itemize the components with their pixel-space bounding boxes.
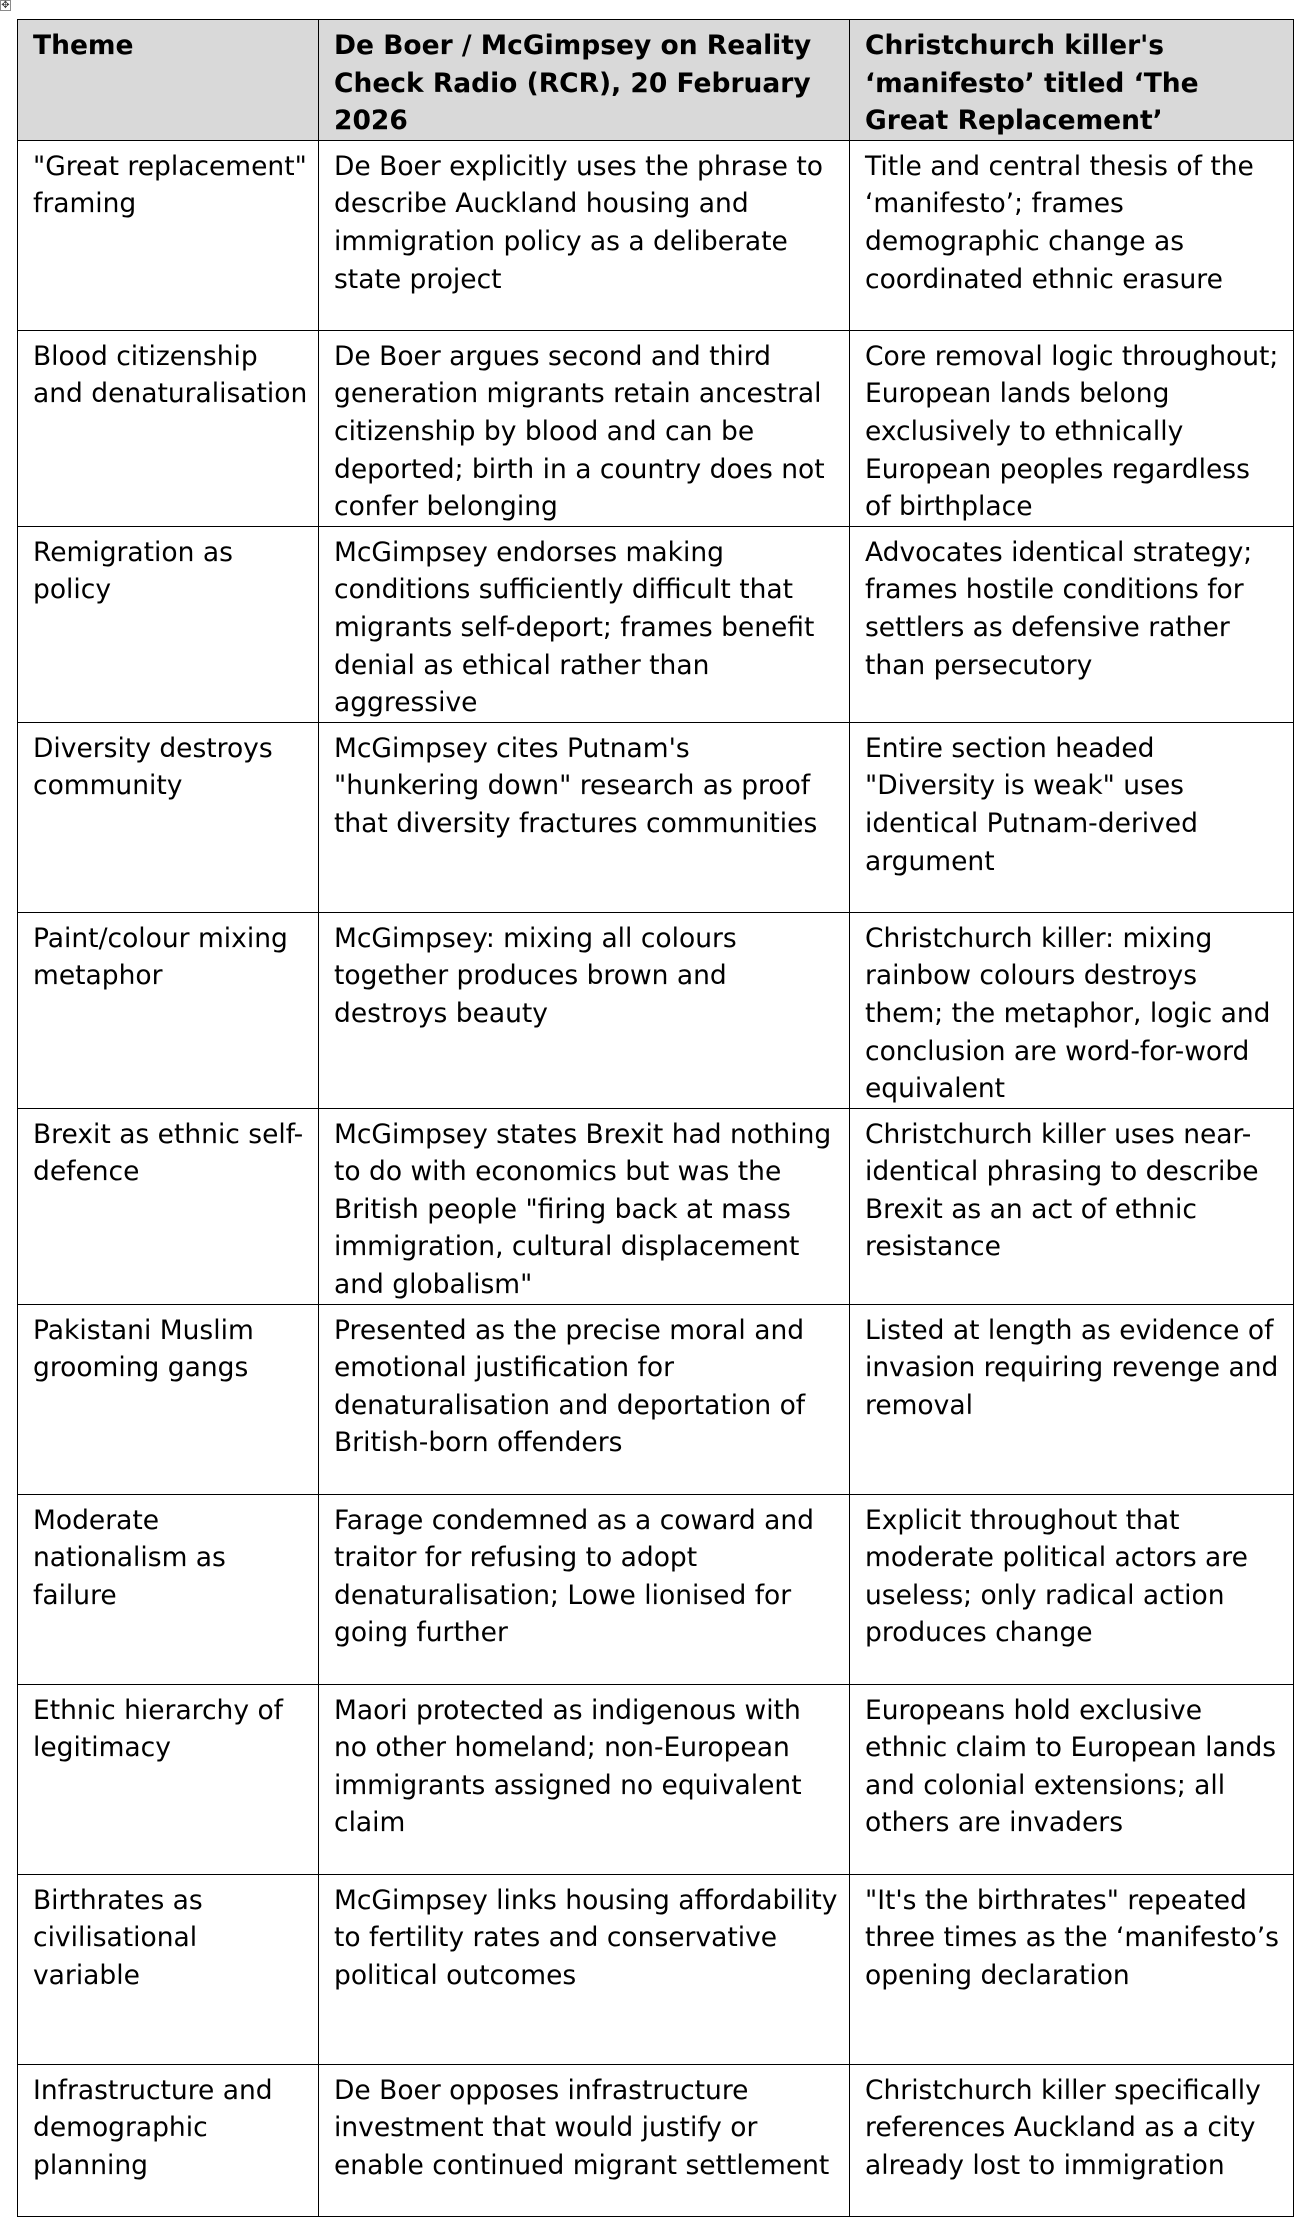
cell-manifesto[interactable]: Christchurch killer: mixing rainbow colours destroys them; the metaphor, logic and conclusion are word-for-word equivalent (850, 912, 1294, 1108)
cell-rcr[interactable]: De Boer argues second and third generation migrants retain ancestral citizenship by blood and can be deported; birth in a country does not confer belonging (319, 330, 850, 526)
cell-manifesto[interactable]: Title and central thesis of the ‘manifesto’; frames demographic change as coordinated ethnic erasure (850, 140, 1294, 330)
header-manifesto[interactable]: Christchurch killer's ‘manifesto’ titled ‘The Great Replacement’ (850, 20, 1294, 141)
cell-rcr[interactable]: Presented as the precise moral and emotional justification for denaturalisation and deportation of British-born offenders (319, 1304, 850, 1494)
cell-theme[interactable]: Blood citizenship and denaturalisation (18, 330, 319, 526)
cell-rcr[interactable]: McGimpsey links housing affordability to fertility rates and conservative political outcomes (319, 1874, 850, 2064)
cell-manifesto[interactable]: Christchurch killer specifically references Auckland as a city already lost to immigration (850, 2064, 1294, 2216)
cell-theme[interactable]: Paint/colour mixing metaphor (18, 912, 319, 1108)
table-row (18, 722, 1294, 912)
cell-rcr[interactable]: McGimpsey: mixing all colours together produces brown and destroys beauty (319, 912, 850, 1108)
cell-theme[interactable]: Moderate nationalism as failure (18, 1494, 319, 1684)
cell-theme[interactable]: Brexit as ethnic self-defence (18, 1108, 319, 1304)
table-row (18, 1874, 1294, 2064)
cell-manifesto[interactable]: "It's the birthrates" repeated three times as the ‘manifesto’s opening declaration (850, 1874, 1294, 2064)
cell-rcr[interactable]: Maori protected as indigenous with no other homeland; non-European immigrants assigned no equivalent claim (319, 1684, 850, 1874)
header-theme[interactable]: Theme (18, 20, 319, 141)
table-row (18, 526, 1294, 722)
cell-theme[interactable]: Remigration as policy (18, 526, 319, 722)
cell-rcr[interactable]: De Boer explicitly uses the phrase to describe Auckland housing and immigration policy as a deliberate state project (319, 140, 850, 330)
table-move-handle-icon[interactable]: ✥ (1, 0, 10, 11)
header-row (18, 20, 1294, 141)
cell-rcr[interactable]: De Boer opposes infrastructure investment that would justify or enable continued migrant settlement (319, 2064, 850, 2216)
cell-manifesto[interactable]: Entire section headed "Diversity is weak" uses identical Putnam-derived argument (850, 722, 1294, 912)
cell-theme[interactable]: Diversity destroys community (18, 722, 319, 912)
table-row (18, 330, 1294, 526)
cell-manifesto[interactable]: Explicit throughout that moderate political actors are useless; only radical action produces change (850, 1494, 1294, 1684)
table-row (18, 912, 1294, 1108)
cell-theme[interactable]: Birthrates as civilisational variable (18, 1874, 319, 2064)
table-row (18, 140, 1294, 330)
table-row (18, 2064, 1294, 2216)
cell-theme[interactable]: Pakistani Muslim grooming gangs (18, 1304, 319, 1494)
table-row (18, 1684, 1294, 1874)
cell-rcr[interactable]: Farage condemned as a coward and traitor for refusing to adopt denaturalisation; Lowe lionised for going further (319, 1494, 850, 1684)
table-row (18, 1304, 1294, 1494)
cell-manifesto[interactable]: Listed at length as evidence of invasion requiring revenge and removal (850, 1304, 1294, 1494)
cell-manifesto[interactable]: Core removal logic throughout; European lands belong exclusively to ethnically European peoples regardless of birthplace (850, 330, 1294, 526)
table-row (18, 1494, 1294, 1684)
header-rcr[interactable]: De Boer / McGimpsey on Reality Check Radio (RCR), 20 February 2026 (319, 20, 850, 141)
cell-rcr[interactable]: McGimpsey states Brexit had nothing to do with economics but was the British people "firing back at mass immigration, cultural displacement and globalism" (319, 1108, 850, 1304)
cell-manifesto[interactable]: Christchurch killer uses near-identical phrasing to describe Brexit as an act of ethnic resistance (850, 1108, 1294, 1304)
cell-manifesto[interactable]: Advocates identical strategy; frames hostile conditions for settlers as defensive rather than persecutory (850, 526, 1294, 722)
cell-theme[interactable]: Ethnic hierarchy of legitimacy (18, 1684, 319, 1874)
cell-theme[interactable]: "Great replacement" framing (18, 140, 319, 330)
cell-theme[interactable]: Infrastructure and demographic planning (18, 2064, 319, 2216)
table-row (18, 1108, 1294, 1304)
cell-manifesto[interactable]: Europeans hold exclusive ethnic claim to European lands and colonial extensions; all others are invaders (850, 1684, 1294, 1874)
cell-rcr[interactable]: McGimpsey endorses making conditions sufficiently difficult that migrants self-deport; frames benefit denial as ethical rather than aggressive (319, 526, 850, 722)
cell-rcr[interactable]: McGimpsey cites Putnam's "hunkering down" research as proof that diversity fractures communities (319, 722, 850, 912)
comparison-table (17, 19, 1294, 2217)
